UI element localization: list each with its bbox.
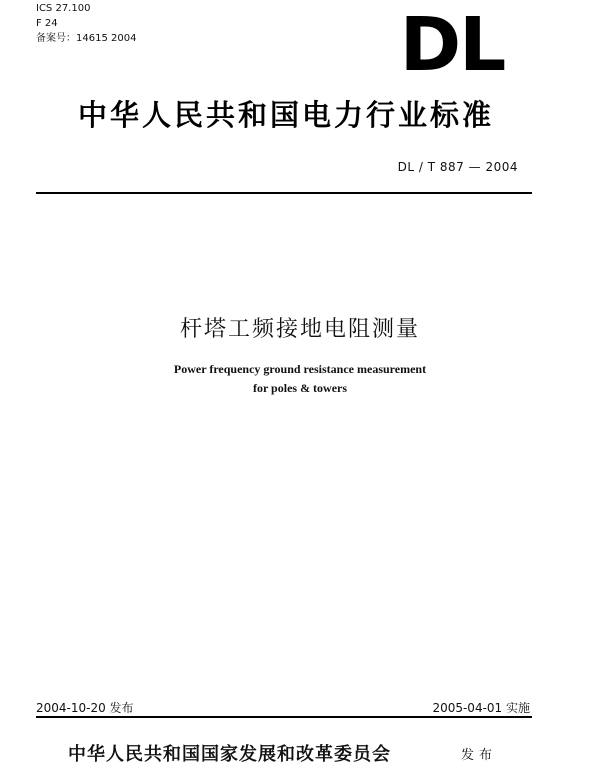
document-title-en-line1: Power frequency ground resistance measurement [173, 362, 427, 376]
record-number: 备案号：14615 2004 [36, 33, 137, 44]
ccs-code: F 24 [36, 18, 58, 29]
issue-date: 2004-10-20 发布 [36, 701, 134, 715]
document-title-en-line2: for poles & towers [252, 381, 348, 395]
standard-code: DL / T 887 — 2004 [397, 160, 518, 174]
issuing-authority: 中华人民共和国国家发展和改革委员会 [68, 744, 391, 765]
top-divider [36, 192, 532, 194]
ics-code: ICS 27.100 [36, 3, 91, 14]
effective-date: 2005-04-01 实施 [432, 701, 530, 715]
document-title-cn: 杆塔工频接地电阻测量 [179, 317, 420, 342]
standard-category-title: 中华人民共和国电力行业标准 [77, 98, 494, 132]
dl-logo: DL [399, 2, 505, 88]
bottom-divider [36, 716, 532, 718]
issue-action-label: 发布 [461, 748, 498, 763]
